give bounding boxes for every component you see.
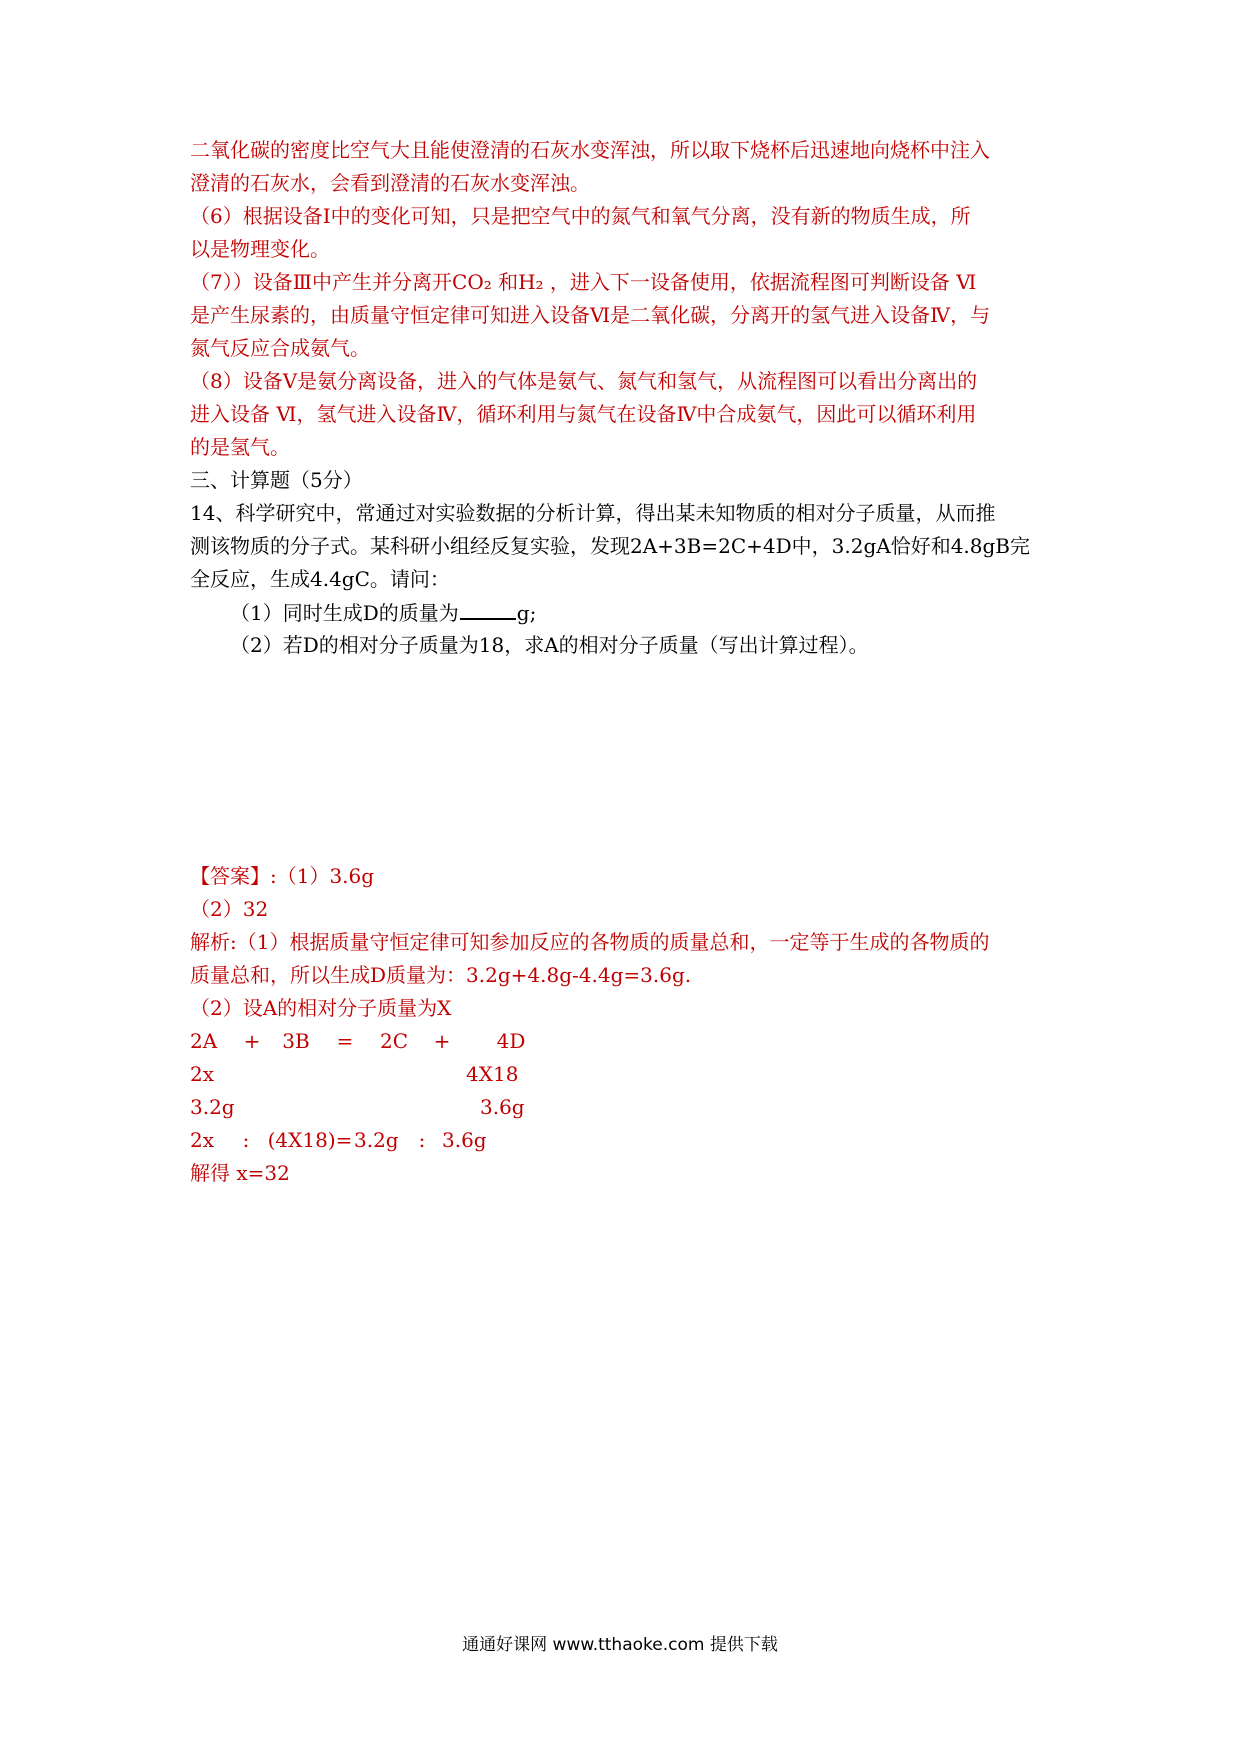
- question-line: 14、科学研究中，常通过对实验数据的分析计算，得出某未知物质的相对分子质量，从而推: [190, 501, 996, 525]
- ratio-cell: (4X18)=: [267, 1128, 353, 1152]
- sub-question-1-prefix: （1）同时生成D的质量为: [230, 601, 459, 625]
- calc-cell: 2x: [190, 1062, 215, 1086]
- answer-second: （2）32: [190, 897, 269, 921]
- question-line: 测该物质的分子式。某科研小组经反复实验，发现2A+3B=2C+4D中，3.2gA恰好和4.8gB完: [190, 534, 1031, 558]
- previous-answer-block: [190, 134, 1060, 464]
- text-line: 澄清的石灰水，会看到澄清的石灰水变浑浊。: [190, 171, 590, 195]
- sub-question-1: [190, 596, 1060, 629]
- calc-cell: 4X18: [466, 1062, 519, 1086]
- ratio-cell: 3.2g: [354, 1128, 399, 1152]
- text-line: 进入设备 Ⅵ，氢气进入设备Ⅳ，循环利用与氮气在设备Ⅳ中合成氨气，因此可以循环利用: [190, 402, 977, 426]
- equation-row: [190, 1091, 1060, 1124]
- answer-first: :（1）3.6g: [270, 864, 375, 888]
- ratio-cell: :: [242, 1128, 250, 1152]
- question-line: 全反应，生成4.4gC。请问：: [190, 567, 450, 591]
- section-title: 三、计算题（5分）: [190, 468, 363, 492]
- calc-cell: 3.2g: [190, 1095, 235, 1119]
- text-line: 二氧化碳的密度比空气大且能使澄清的石灰水变浑浊，所以取下烧杯后迅速地向烧杯中注入: [190, 138, 990, 162]
- ratio-cell: :: [418, 1128, 426, 1152]
- calc-cell: +: [433, 1029, 451, 1053]
- sub-question-1-suffix: g;: [516, 601, 537, 625]
- ratio-row: [190, 1124, 1060, 1157]
- ratio-cell: 3.6g: [442, 1128, 487, 1152]
- text-line: 是产生尿素的，由质量守恒定律可知进入设备Ⅵ是二氧化碳，分离开的氢气进入设备Ⅳ，与: [190, 303, 991, 327]
- calc-cell: 3.6g: [480, 1095, 525, 1119]
- answer-label: 【答案】: [190, 864, 270, 888]
- analysis-line: 解析:（1）根据质量守恒定律可知参加反应的各物质的质量总和，一定等于生成的各物质的: [190, 930, 990, 954]
- text-line: 的是氢气。: [190, 435, 290, 459]
- calc-cell: 2C: [379, 1029, 409, 1053]
- text-line: （7））设备Ⅲ中产生并分离开CO₂ 和H₂ ，进入下一设备使用，依据流程图可判断设备 Ⅵ: [190, 270, 977, 294]
- page-footer: 通通好课网 www.tthaoke.com 提供下载: [462, 1635, 778, 1655]
- analysis-line: 质量总和，所以生成D质量为：3.2g+4.8g-4.4g=3.6g.: [190, 963, 692, 987]
- calc-cell: 2A: [190, 1029, 218, 1053]
- calc-cell: =: [336, 1029, 354, 1053]
- answer-block: [190, 860, 1060, 1190]
- result-line: 解得 x=32: [190, 1161, 290, 1185]
- calc-cell: +: [243, 1029, 261, 1053]
- calc-cell: 4D: [496, 1029, 526, 1053]
- question-14-block: [190, 464, 1060, 662]
- calc-cell: 3B: [282, 1029, 310, 1053]
- ratio-cell: 2x: [190, 1128, 215, 1152]
- text-line: （6）根据设备Ⅰ中的变化可知，只是把空气中的氮气和氧气分离，没有新的物质生成，所: [190, 204, 971, 228]
- answer-blank: [460, 596, 516, 620]
- text-line: 氮气反应合成氨气。: [190, 336, 370, 360]
- answer-line: [190, 860, 1060, 893]
- text-line: （8）设备Ⅴ是氨分离设备，进入的气体是氨气、氮气和氢气，从流程图可以看出分离出的: [190, 369, 978, 393]
- analysis-line: （2）设A的相对分子质量为X: [190, 996, 452, 1020]
- text-line: 以是物理变化。: [190, 237, 330, 261]
- equation-row: [190, 1058, 1060, 1091]
- sub-question-2: （2）若D的相对分子质量为18，求A的相对分子质量（写出计算过程）。: [230, 633, 869, 657]
- equation-row: [190, 1025, 1060, 1058]
